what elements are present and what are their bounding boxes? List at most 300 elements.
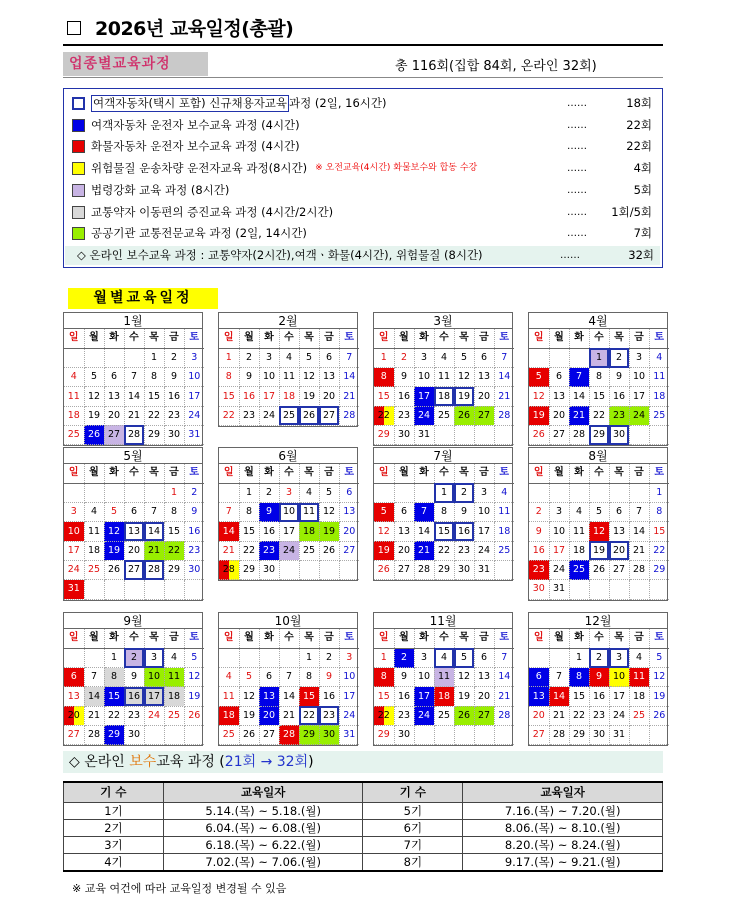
day-cell: 14	[494, 368, 514, 387]
weekday-label: 목	[144, 629, 164, 648]
day-cell: 29	[164, 560, 184, 579]
day-cell: 15	[144, 387, 164, 406]
day-cell: 1	[374, 348, 394, 367]
day-cell: 28	[414, 560, 434, 579]
day-cell: 3	[629, 348, 649, 367]
weekday-label: 수	[279, 329, 299, 348]
day-cell: 24	[279, 541, 299, 560]
day-cell: 30	[164, 425, 184, 444]
program-item	[72, 181, 658, 200]
day-cell: 5	[454, 348, 474, 367]
weekday-label: 수	[124, 629, 144, 648]
day-cell: 6	[609, 503, 629, 522]
day-cell: 23	[184, 541, 204, 560]
week-row	[219, 668, 359, 687]
day-cell: 5	[184, 648, 204, 667]
day-cell	[104, 580, 124, 599]
day-cell: 26	[184, 706, 204, 725]
leader-dots: ……	[567, 98, 587, 109]
document-title	[67, 14, 293, 41]
weekday-label: 수	[589, 629, 609, 648]
day-cell: 18	[219, 706, 239, 725]
week-row	[64, 348, 204, 367]
week-row	[64, 668, 204, 687]
month-calendar	[63, 447, 203, 601]
online-header-keyword: 보수	[129, 754, 157, 770]
day-cell: 22	[589, 406, 609, 425]
week-row	[374, 687, 514, 706]
day-cell	[649, 725, 669, 744]
day-cell	[629, 580, 649, 599]
table-row	[64, 836, 663, 853]
day-cell: 30	[184, 560, 204, 579]
day-cell	[414, 725, 434, 744]
day-cell: 24	[259, 406, 279, 425]
month-name: 10월	[218, 612, 358, 628]
day-cell: 13	[394, 522, 414, 541]
week-row	[64, 522, 204, 541]
leader-dots: ……	[567, 228, 587, 240]
day-cell: 12	[104, 522, 124, 541]
day-cell: 23	[529, 560, 549, 579]
day-cell: 11	[279, 368, 299, 387]
day-cell: 7	[144, 503, 164, 522]
month-calendar	[373, 612, 513, 746]
day-cell: 19	[239, 706, 259, 725]
month-calendar	[218, 612, 358, 746]
weekday-label: 목	[299, 329, 319, 348]
weekday-label: 토	[494, 464, 514, 483]
day-cell: 22	[104, 706, 124, 725]
weekday-label: 일	[219, 464, 239, 483]
week-row	[374, 503, 514, 522]
day-cell: 17	[259, 387, 279, 406]
day-cell	[394, 483, 414, 502]
day-cell: 9	[164, 368, 184, 387]
day-cell	[184, 725, 204, 744]
day-cell: 16	[589, 687, 609, 706]
day-cell: 14	[84, 687, 104, 706]
day-cell	[589, 483, 609, 502]
day-cell: 2	[609, 348, 629, 367]
day-cell	[164, 725, 184, 744]
day-cell: 26	[319, 541, 339, 560]
day-cell: 29	[434, 560, 454, 579]
weekday-label: 금	[474, 629, 494, 648]
weekday-label: 토	[494, 329, 514, 348]
day-cell: 2	[184, 483, 204, 502]
program-count: 7회	[633, 226, 652, 241]
day-cell: 18	[494, 522, 514, 541]
day-cell: 30	[319, 725, 339, 744]
day-cell: 28	[219, 560, 239, 579]
day-cell: 9	[589, 668, 609, 687]
day-cell: 3	[414, 348, 434, 367]
week-row	[64, 541, 204, 560]
week-row	[529, 425, 669, 444]
program-label: 법령강화 교육 과정 (8시간)	[91, 182, 230, 197]
day-cell	[104, 348, 124, 367]
day-cell: 13	[549, 387, 569, 406]
weekday-label: 일	[374, 464, 394, 483]
month-name: 4월	[528, 312, 668, 328]
weekday-label: 수	[279, 464, 299, 483]
month-table	[373, 628, 513, 746]
program-label: 공공기관 교통전문교육 과정 (2일, 14시간)	[91, 226, 307, 241]
day-cell: 3	[549, 503, 569, 522]
day-cell	[474, 725, 494, 744]
day-cell: 17	[184, 387, 204, 406]
day-cell: 5	[649, 648, 669, 667]
day-cell: 19	[529, 406, 549, 425]
day-cell: 23	[394, 406, 414, 425]
weekday-label: 금	[319, 629, 339, 648]
day-cell: 8	[219, 368, 239, 387]
weekday-header	[64, 629, 204, 648]
day-cell	[374, 483, 394, 502]
day-cell: 12	[84, 387, 104, 406]
day-cell: 11	[649, 368, 669, 387]
week-row	[219, 503, 359, 522]
month-calendar	[528, 312, 668, 446]
day-cell: 1	[239, 483, 259, 502]
week-row	[219, 648, 359, 667]
day-cell: 18	[164, 687, 184, 706]
day-cell: 29	[374, 725, 394, 744]
day-cell: 8	[434, 503, 454, 522]
week-row	[529, 406, 669, 425]
day-cell: 29	[569, 725, 589, 744]
weekday-label: 토	[184, 329, 204, 348]
week-row	[374, 368, 514, 387]
day-cell: 10	[184, 368, 204, 387]
day-cell	[279, 648, 299, 667]
day-cell	[569, 580, 589, 599]
day-cell: 23	[259, 541, 279, 560]
month-name: 3월	[373, 312, 513, 328]
weekday-label: 월	[84, 464, 104, 483]
day-cell	[124, 580, 144, 599]
week-row	[374, 406, 514, 425]
month-table	[373, 328, 513, 446]
table-cell: 8.20.(목) ~ 8.24.(월)	[463, 836, 663, 853]
legend-color-swatch	[72, 227, 85, 240]
weekday-label: 목	[454, 329, 474, 348]
day-cell: 20	[319, 387, 339, 406]
day-cell: 30	[454, 560, 474, 579]
day-cell: 8	[569, 668, 589, 687]
month-calendar	[218, 312, 358, 427]
day-cell: 13	[319, 368, 339, 387]
day-cell: 18	[629, 687, 649, 706]
day-cell	[319, 560, 339, 579]
week-row	[529, 387, 669, 406]
day-cell: 23	[124, 706, 144, 725]
day-cell: 20	[64, 706, 84, 725]
program-count: 22회	[626, 139, 652, 154]
weekday-label: 수	[434, 464, 454, 483]
day-cell: 18	[279, 387, 299, 406]
week-row	[529, 706, 669, 725]
day-cell: 22	[299, 706, 319, 725]
week-row	[219, 706, 359, 725]
day-cell: 11	[299, 503, 319, 522]
day-cell: 24	[629, 406, 649, 425]
day-cell: 23	[394, 706, 414, 725]
week-row	[64, 560, 204, 579]
day-cell: 6	[474, 648, 494, 667]
day-cell: 21	[569, 406, 589, 425]
month-table	[218, 628, 358, 746]
day-cell: 22	[239, 541, 259, 560]
day-cell	[434, 725, 454, 744]
month-calendar	[63, 312, 203, 446]
week-row	[529, 725, 669, 744]
table-cell: 5기	[363, 802, 463, 819]
day-cell: 15	[434, 522, 454, 541]
week-row	[529, 503, 669, 522]
day-cell: 8	[104, 668, 124, 687]
day-cell: 6	[64, 668, 84, 687]
day-cell: 3	[144, 648, 164, 667]
day-cell: 2	[529, 503, 549, 522]
day-cell: 5	[319, 483, 339, 502]
day-cell	[84, 483, 104, 502]
day-cell: 5	[104, 503, 124, 522]
table-cell: 3기	[64, 836, 164, 853]
day-cell: 17	[609, 687, 629, 706]
day-cell	[219, 483, 239, 502]
day-cell: 9	[454, 503, 474, 522]
day-cell: 16	[529, 541, 549, 560]
day-cell: 29	[374, 425, 394, 444]
day-cell: 3	[184, 348, 204, 367]
weekday-label: 화	[259, 629, 279, 648]
weekday-label: 금	[629, 464, 649, 483]
day-cell: 6	[549, 368, 569, 387]
online-header-suffix: )	[308, 754, 314, 770]
title-text: 2026년 교육일정(총괄)	[95, 18, 294, 40]
day-cell: 13	[64, 687, 84, 706]
week-row	[529, 687, 669, 706]
day-cell: 25	[569, 560, 589, 579]
day-cell: 22	[569, 706, 589, 725]
day-cell: 18	[434, 687, 454, 706]
month-table	[528, 463, 668, 601]
day-cell: 14	[339, 368, 359, 387]
day-cell	[589, 580, 609, 599]
day-cell: 27	[64, 725, 84, 744]
day-cell: 26	[374, 560, 394, 579]
weekday-header	[529, 464, 669, 483]
day-cell: 9	[239, 368, 259, 387]
week-row	[374, 425, 514, 444]
day-cell: 3	[279, 483, 299, 502]
day-cell: 16	[609, 387, 629, 406]
day-cell: 7	[414, 503, 434, 522]
weekday-label: 목	[609, 629, 629, 648]
program-item	[72, 159, 658, 178]
online-header-middle: 교육 과정 (	[156, 754, 225, 770]
program-count: 1회/5회	[611, 204, 652, 219]
day-cell: 19	[319, 522, 339, 541]
day-cell: 27	[474, 706, 494, 725]
weekday-label: 일	[64, 629, 84, 648]
day-cell: 22	[374, 706, 394, 725]
day-cell: 14	[569, 387, 589, 406]
week-row	[64, 687, 204, 706]
day-cell	[144, 580, 164, 599]
day-cell: 4	[434, 648, 454, 667]
weekday-label: 금	[319, 464, 339, 483]
week-row	[374, 706, 514, 725]
week-row	[374, 387, 514, 406]
day-cell: 18	[64, 406, 84, 425]
day-cell	[414, 483, 434, 502]
weekday-label: 일	[529, 464, 549, 483]
week-row	[529, 560, 669, 579]
day-cell: 12	[649, 668, 669, 687]
month-name: 7월	[373, 447, 513, 463]
day-cell: 28	[629, 560, 649, 579]
table-cell: 7.02.(목) ~ 7.06.(월)	[163, 853, 363, 871]
program-label: 화물자동차 운전자 보수교육 과정 (4시간)	[91, 139, 300, 154]
day-cell: 16	[394, 687, 414, 706]
table-header-row	[64, 782, 663, 802]
day-cell: 12	[589, 522, 609, 541]
day-cell: 30	[124, 725, 144, 744]
weekday-header	[64, 464, 204, 483]
weekday-label: 일	[374, 329, 394, 348]
day-cell: 12	[529, 387, 549, 406]
day-cell: 16	[454, 522, 474, 541]
day-cell: 6	[394, 503, 414, 522]
day-cell: 1	[144, 348, 164, 367]
weekday-header	[374, 464, 514, 483]
day-cell: 25	[494, 541, 514, 560]
day-cell: 30	[609, 425, 629, 444]
weekday-label: 목	[454, 629, 474, 648]
month-table	[218, 328, 358, 427]
weekday-label: 토	[184, 629, 204, 648]
week-row	[219, 348, 359, 367]
day-cell: 4	[434, 348, 454, 367]
weekday-label: 금	[164, 629, 184, 648]
day-cell: 2	[394, 648, 414, 667]
day-cell: 10	[144, 668, 164, 687]
weekday-label: 월	[394, 329, 414, 348]
weekday-label: 월	[239, 629, 259, 648]
day-cell: 25	[299, 541, 319, 560]
day-cell: 14	[124, 387, 144, 406]
day-cell: 28	[279, 725, 299, 744]
day-cell	[84, 648, 104, 667]
week-row	[64, 503, 204, 522]
program-item	[72, 94, 658, 113]
day-cell: 21	[629, 541, 649, 560]
day-cell: 29	[589, 425, 609, 444]
day-cell: 17	[64, 541, 84, 560]
weekday-label: 목	[454, 464, 474, 483]
day-cell: 5	[239, 668, 259, 687]
program-item	[72, 203, 658, 222]
day-cell: 15	[299, 687, 319, 706]
month-table	[528, 328, 668, 446]
day-cell: 24	[414, 706, 434, 725]
day-cell	[84, 580, 104, 599]
day-cell: 15	[164, 522, 184, 541]
day-cell: 4	[629, 648, 649, 667]
day-cell: 15	[219, 387, 239, 406]
day-cell: 11	[434, 368, 454, 387]
weekday-label: 화	[414, 629, 434, 648]
day-cell: 24	[549, 560, 569, 579]
day-cell: 18	[299, 522, 319, 541]
day-cell: 17	[414, 387, 434, 406]
day-cell: 26	[299, 406, 319, 425]
day-cell: 24	[414, 406, 434, 425]
weekday-label: 수	[589, 329, 609, 348]
day-cell: 12	[454, 368, 474, 387]
weekday-label: 금	[164, 464, 184, 483]
week-row	[374, 541, 514, 560]
day-cell	[104, 483, 124, 502]
day-cell: 22	[649, 541, 669, 560]
day-cell: 9	[184, 503, 204, 522]
day-cell	[84, 348, 104, 367]
weekday-label: 월	[394, 629, 414, 648]
day-cell	[529, 483, 549, 502]
day-cell: 29	[104, 725, 124, 744]
column-header: 기 수	[64, 782, 164, 802]
weekday-label: 월	[549, 629, 569, 648]
weekday-label: 토	[649, 464, 669, 483]
day-cell: 21	[414, 541, 434, 560]
day-cell: 21	[124, 406, 144, 425]
divider	[63, 77, 663, 78]
day-cell: 20	[474, 387, 494, 406]
day-cell: 13	[529, 687, 549, 706]
day-cell: 8	[239, 503, 259, 522]
day-cell: 1	[299, 648, 319, 667]
day-cell: 25	[64, 425, 84, 444]
day-cell: 9	[319, 668, 339, 687]
table-cell: 6.18.(목) ~ 6.22.(월)	[163, 836, 363, 853]
weekday-label: 수	[589, 464, 609, 483]
day-cell: 27	[339, 541, 359, 560]
weekday-label: 일	[529, 629, 549, 648]
day-cell: 20	[124, 541, 144, 560]
day-cell: 13	[124, 522, 144, 541]
day-cell: 2	[319, 648, 339, 667]
weekday-label: 일	[374, 629, 394, 648]
weekday-label: 수	[434, 329, 454, 348]
day-cell: 16	[394, 387, 414, 406]
online-header-count: 21회 → 32회	[224, 754, 309, 770]
day-cell: 30	[529, 580, 549, 599]
day-cell: 14	[629, 522, 649, 541]
day-cell	[184, 580, 204, 599]
day-cell: 31	[549, 580, 569, 599]
day-cell: 10	[474, 503, 494, 522]
day-cell: 25	[279, 406, 299, 425]
week-row	[374, 560, 514, 579]
day-cell: 20	[609, 541, 629, 560]
weekday-header	[64, 329, 204, 348]
day-cell: 19	[184, 687, 204, 706]
day-cell: 26	[454, 406, 474, 425]
day-cell: 8	[164, 503, 184, 522]
